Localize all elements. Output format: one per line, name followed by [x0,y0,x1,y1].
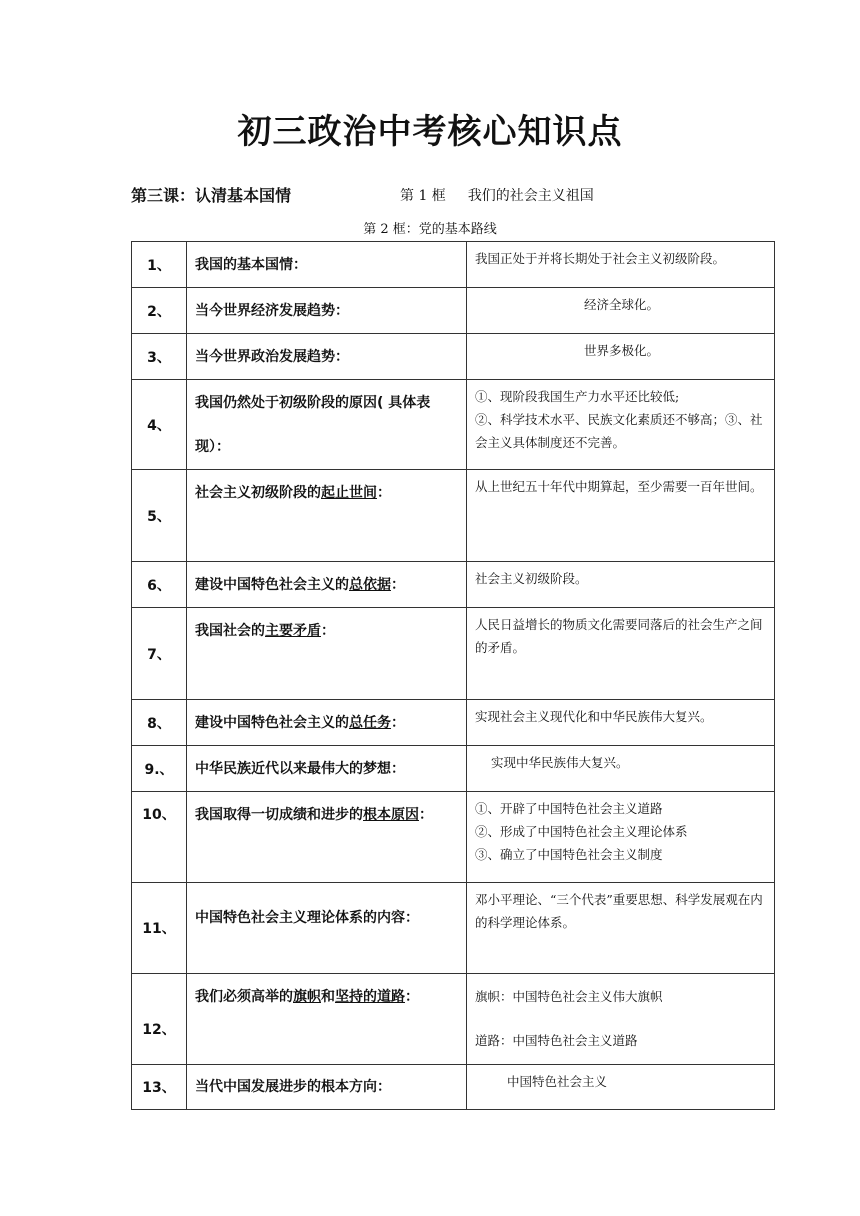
answer-line: ②、科学技术水平、民族文化素质还不够高；③、社会主义具体制度还不完善。 [475,412,763,450]
answer-cell: 中国特色社会主义 [467,1065,775,1110]
table-row [132,700,775,746]
frame-1-heading [400,185,594,205]
table-row [132,608,775,700]
question-colon: ： [377,485,391,501]
answer-cell: 从上世纪五十年代中期算起，至少需要一百年世间。 [467,470,775,562]
table-row [132,792,775,883]
table-row [132,242,775,288]
answer-line: 旗帜：中国特色社会主义伟大旗帜 [475,989,663,1004]
row-number: 3、 [132,334,187,380]
table-row [132,380,775,470]
answer-cell: 世界多极化。 [467,334,775,380]
question-cell [187,792,467,883]
row-number: 1、 [132,242,187,288]
question-cell [187,608,467,700]
question-cell: 当今世界政治发展趋势： [187,334,467,380]
answer-cell: 实现中华民族伟大复兴。 [467,746,775,792]
lesson-title: 第三课：认清基本国情 [131,186,292,205]
question-keyword: 坚持的道路 [335,989,405,1005]
answer-line: 道路：中国特色社会主义道路 [475,1033,638,1048]
question-cell [187,700,467,746]
table-row [132,1065,775,1110]
question-text: 和 [321,989,335,1005]
row-number: 5、 [132,470,187,562]
table-row [132,883,775,974]
row-number: 11、 [132,883,187,974]
frame-1-label: 第 1 框 [400,188,446,204]
answer-cell: 实现社会主义现代化和中华民族伟大复兴。 [467,700,775,746]
row-number: 6、 [132,562,187,608]
question-text: 建设中国特色社会主义的 [195,714,349,731]
question-colon: ： [391,714,405,731]
row-number: 2、 [132,288,187,334]
question-keyword: 起止世间 [321,485,377,501]
answer-line: ①、现阶段我国生产力水平还比较低; [475,389,680,404]
question-colon: ： [419,807,433,823]
answer-line: ②、形成了中国特色社会主义理论体系 [475,824,688,839]
question-cell [187,974,467,1065]
question-cell [187,470,467,562]
question-text: 我们必须高举的 [195,989,293,1005]
table-row [132,470,775,562]
question-text: 我国社会的 [195,623,265,639]
frame-1-text: 我们的社会主义祖国 [467,188,594,204]
question-keyword: 总任务 [349,714,391,731]
knowledge-table [131,241,775,1110]
question-cell: 我国仍然处于初级阶段的原因( 具体表现）： [187,380,467,470]
lesson-header [131,183,751,207]
answer-cell [467,380,775,470]
question-cell: 当今世界经济发展趋势： [187,288,467,334]
row-number: 9.、 [132,746,187,792]
question-text: 社会主义初级阶段的 [195,485,321,501]
question-keyword: 总依据 [349,576,391,593]
row-number: 8、 [132,700,187,746]
question-colon: ： [405,989,419,1005]
answer-cell: 社会主义初级阶段。 [467,562,775,608]
row-number: 13、 [132,1065,187,1110]
question-cell [187,562,467,608]
question-keyword: 主要矛盾 [265,623,321,639]
answer-cell: 人民日益增长的物质文化需要同落后的社会生产之间的矛盾。 [467,608,775,700]
question-cell: 当代中国发展进步的根本方向： [187,1065,467,1110]
row-number: 10、 [132,792,187,883]
answer-line: ①、开辟了中国特色社会主义道路 [475,801,663,816]
answer-cell: 经济全球化。 [467,288,775,334]
question-cell: 我国的基本国情： [187,242,467,288]
answer-cell [467,974,775,1065]
answer-cell: 邓小平理论、“三个代表”重要思想、科学发展观在内的科学理论体系。 [467,883,775,974]
question-text: 我国取得一切成绩和进步的 [195,807,363,823]
answer-cell [467,792,775,883]
question-cell: 中国特色社会主义理论体系的内容： [187,883,467,974]
question-text: 建设中国特色社会主义的 [195,576,349,593]
question-keyword: 旗帜 [293,989,321,1005]
table-row [132,974,775,1065]
table-row [132,562,775,608]
row-number: 7、 [132,608,187,700]
frame-2-heading: 第 2 框：党的基本路线 [363,222,497,237]
row-number: 12、 [132,974,187,1065]
table-row [132,334,775,380]
question-colon: ： [391,576,405,593]
page-title: 初三政治中考核心知识点 [237,112,623,152]
table-row [132,746,775,792]
question-cell: 中华民族近代以来最伟大的梦想： [187,746,467,792]
answer-cell: 我国正处于并将长期处于社会主义初级阶段。 [467,242,775,288]
question-keyword: 根本原因 [363,807,419,823]
table-row [132,288,775,334]
question-colon: ： [321,623,335,639]
row-number: 4、 [132,380,187,470]
answer-line: ③、确立了中国特色社会主义制度 [475,847,663,862]
